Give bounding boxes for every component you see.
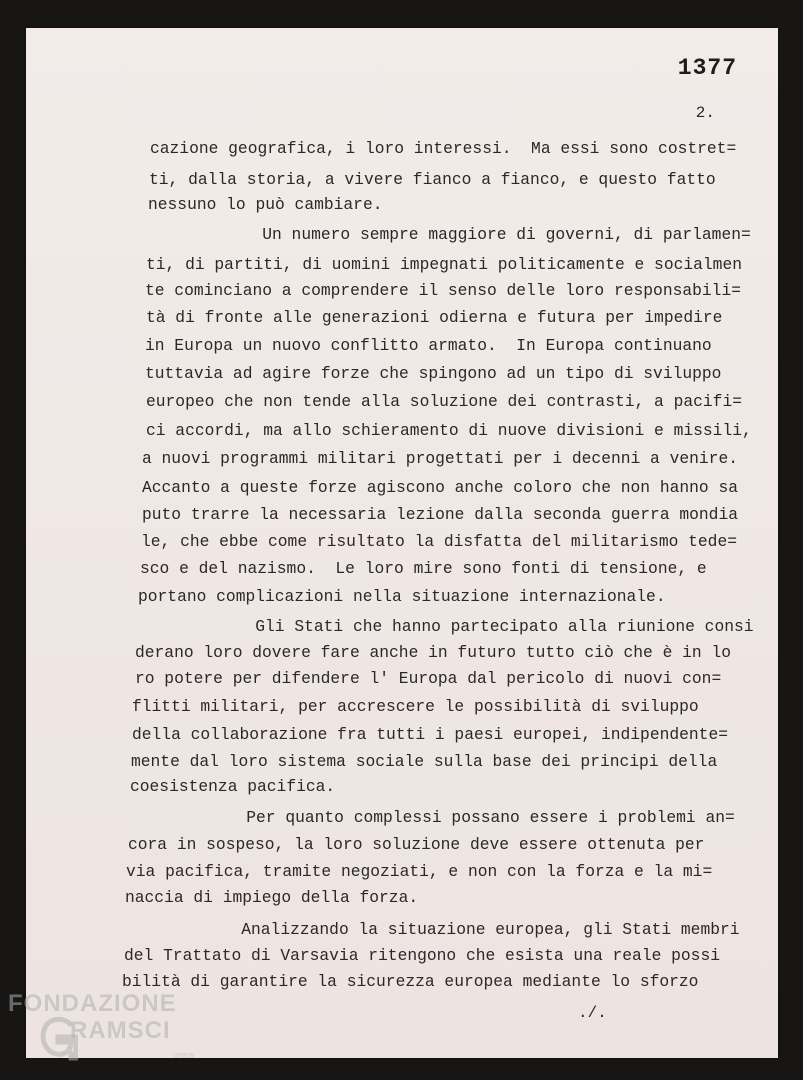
text-line: ti, dalla storia, a vivere fianco a fianco, e questo fatto	[149, 170, 716, 189]
text-line: puto trarre la necessaria lezione dalla seconda guerra mondia	[142, 505, 738, 524]
fondazione-gramsci-watermark	[8, 990, 208, 1075]
text-line: mente dal loro sistema sociale sulla base dei principi della	[131, 752, 718, 771]
text-line: sco e del nazismo. Le loro mire sono fonti di tensione, e	[140, 559, 707, 578]
text-line: portano complicazioni nella situazione internazionale.	[138, 587, 666, 606]
text-line: Analizzando la situazione europea, gli Stati membri	[124, 920, 740, 939]
continuation-mark: ./.	[578, 1004, 607, 1022]
text-line: bilità di garantire la sicurezza europea mediante lo sforzo	[122, 972, 699, 991]
text-line: te cominciano a comprendere il senso delle loro responsabili=	[145, 281, 741, 300]
watermark-subtitle: RAMSCI	[70, 1017, 171, 1044]
text-line: cora in sospeso, la loro soluzione deve essere ottenuta per	[128, 835, 705, 854]
text-line: flitti militari, per accrescere le possibilità di sviluppo	[132, 697, 699, 716]
text-line: in Europa un nuovo conflitto armato. In Europa continuano	[145, 336, 712, 355]
text-line: ci accordi, ma allo schieramento di nuove divisioni e missili,	[146, 421, 752, 440]
text-line: Per quanto complessi possano essere i problemi an=	[129, 808, 735, 827]
text-line: della collaborazione fra tutti i paesi europei, indipendente=	[132, 725, 728, 744]
archive-page-number: 1377	[677, 55, 737, 81]
text-line: cazione geografica, i loro interessi. Ma essi sono costret=	[150, 139, 737, 158]
text-line: le, che ebbe come risultato la disfatta del militarismo tede=	[141, 532, 737, 551]
text-line: coesistenza pacifica.	[130, 777, 336, 796]
text-line: derano loro dovere fare anche in futuro tutto ciò che è in lo	[135, 643, 731, 662]
text-line: tà di fronte alle generazioni odierna e futura per impedire	[146, 308, 723, 327]
text-line: via pacifica, tramite negoziati, e non con la forza e la mi=	[126, 862, 713, 881]
text-line: Gli Stati che hanno partecipato alla riunione consi	[138, 617, 754, 636]
watermark-onlus: onlus	[173, 1050, 195, 1060]
text-line: naccia di impiego della forza.	[125, 888, 419, 907]
text-line: tuttavia ad agire forze che spingono ad un tipo di sviluppo	[145, 364, 722, 383]
watermark-title: FONDAZIONE	[8, 990, 177, 1017]
text-line: Accanto a queste forze agiscono anche coloro che non hanno sa	[142, 478, 738, 497]
text-line: nessuno lo può cambiare.	[148, 195, 383, 214]
text-line: del Trattato di Varsavia ritengono che esista una reale possi	[124, 946, 720, 965]
text-line: ti, di partiti, di uomini impegnati politicamente e socialmen	[146, 255, 742, 274]
text-line: Un numero sempre maggiore di governi, di parlamen=	[145, 225, 751, 244]
text-line: europeo che non tende alla soluzione dei contrasti, a pacifi=	[146, 392, 742, 411]
text-line: ro potere per difendere l' Europa dal pericolo di nuovi con=	[135, 669, 722, 688]
sheet-number: 2.	[695, 104, 715, 122]
text-line: a nuovi programmi militari progettati per i decenni a venire.	[142, 449, 738, 468]
